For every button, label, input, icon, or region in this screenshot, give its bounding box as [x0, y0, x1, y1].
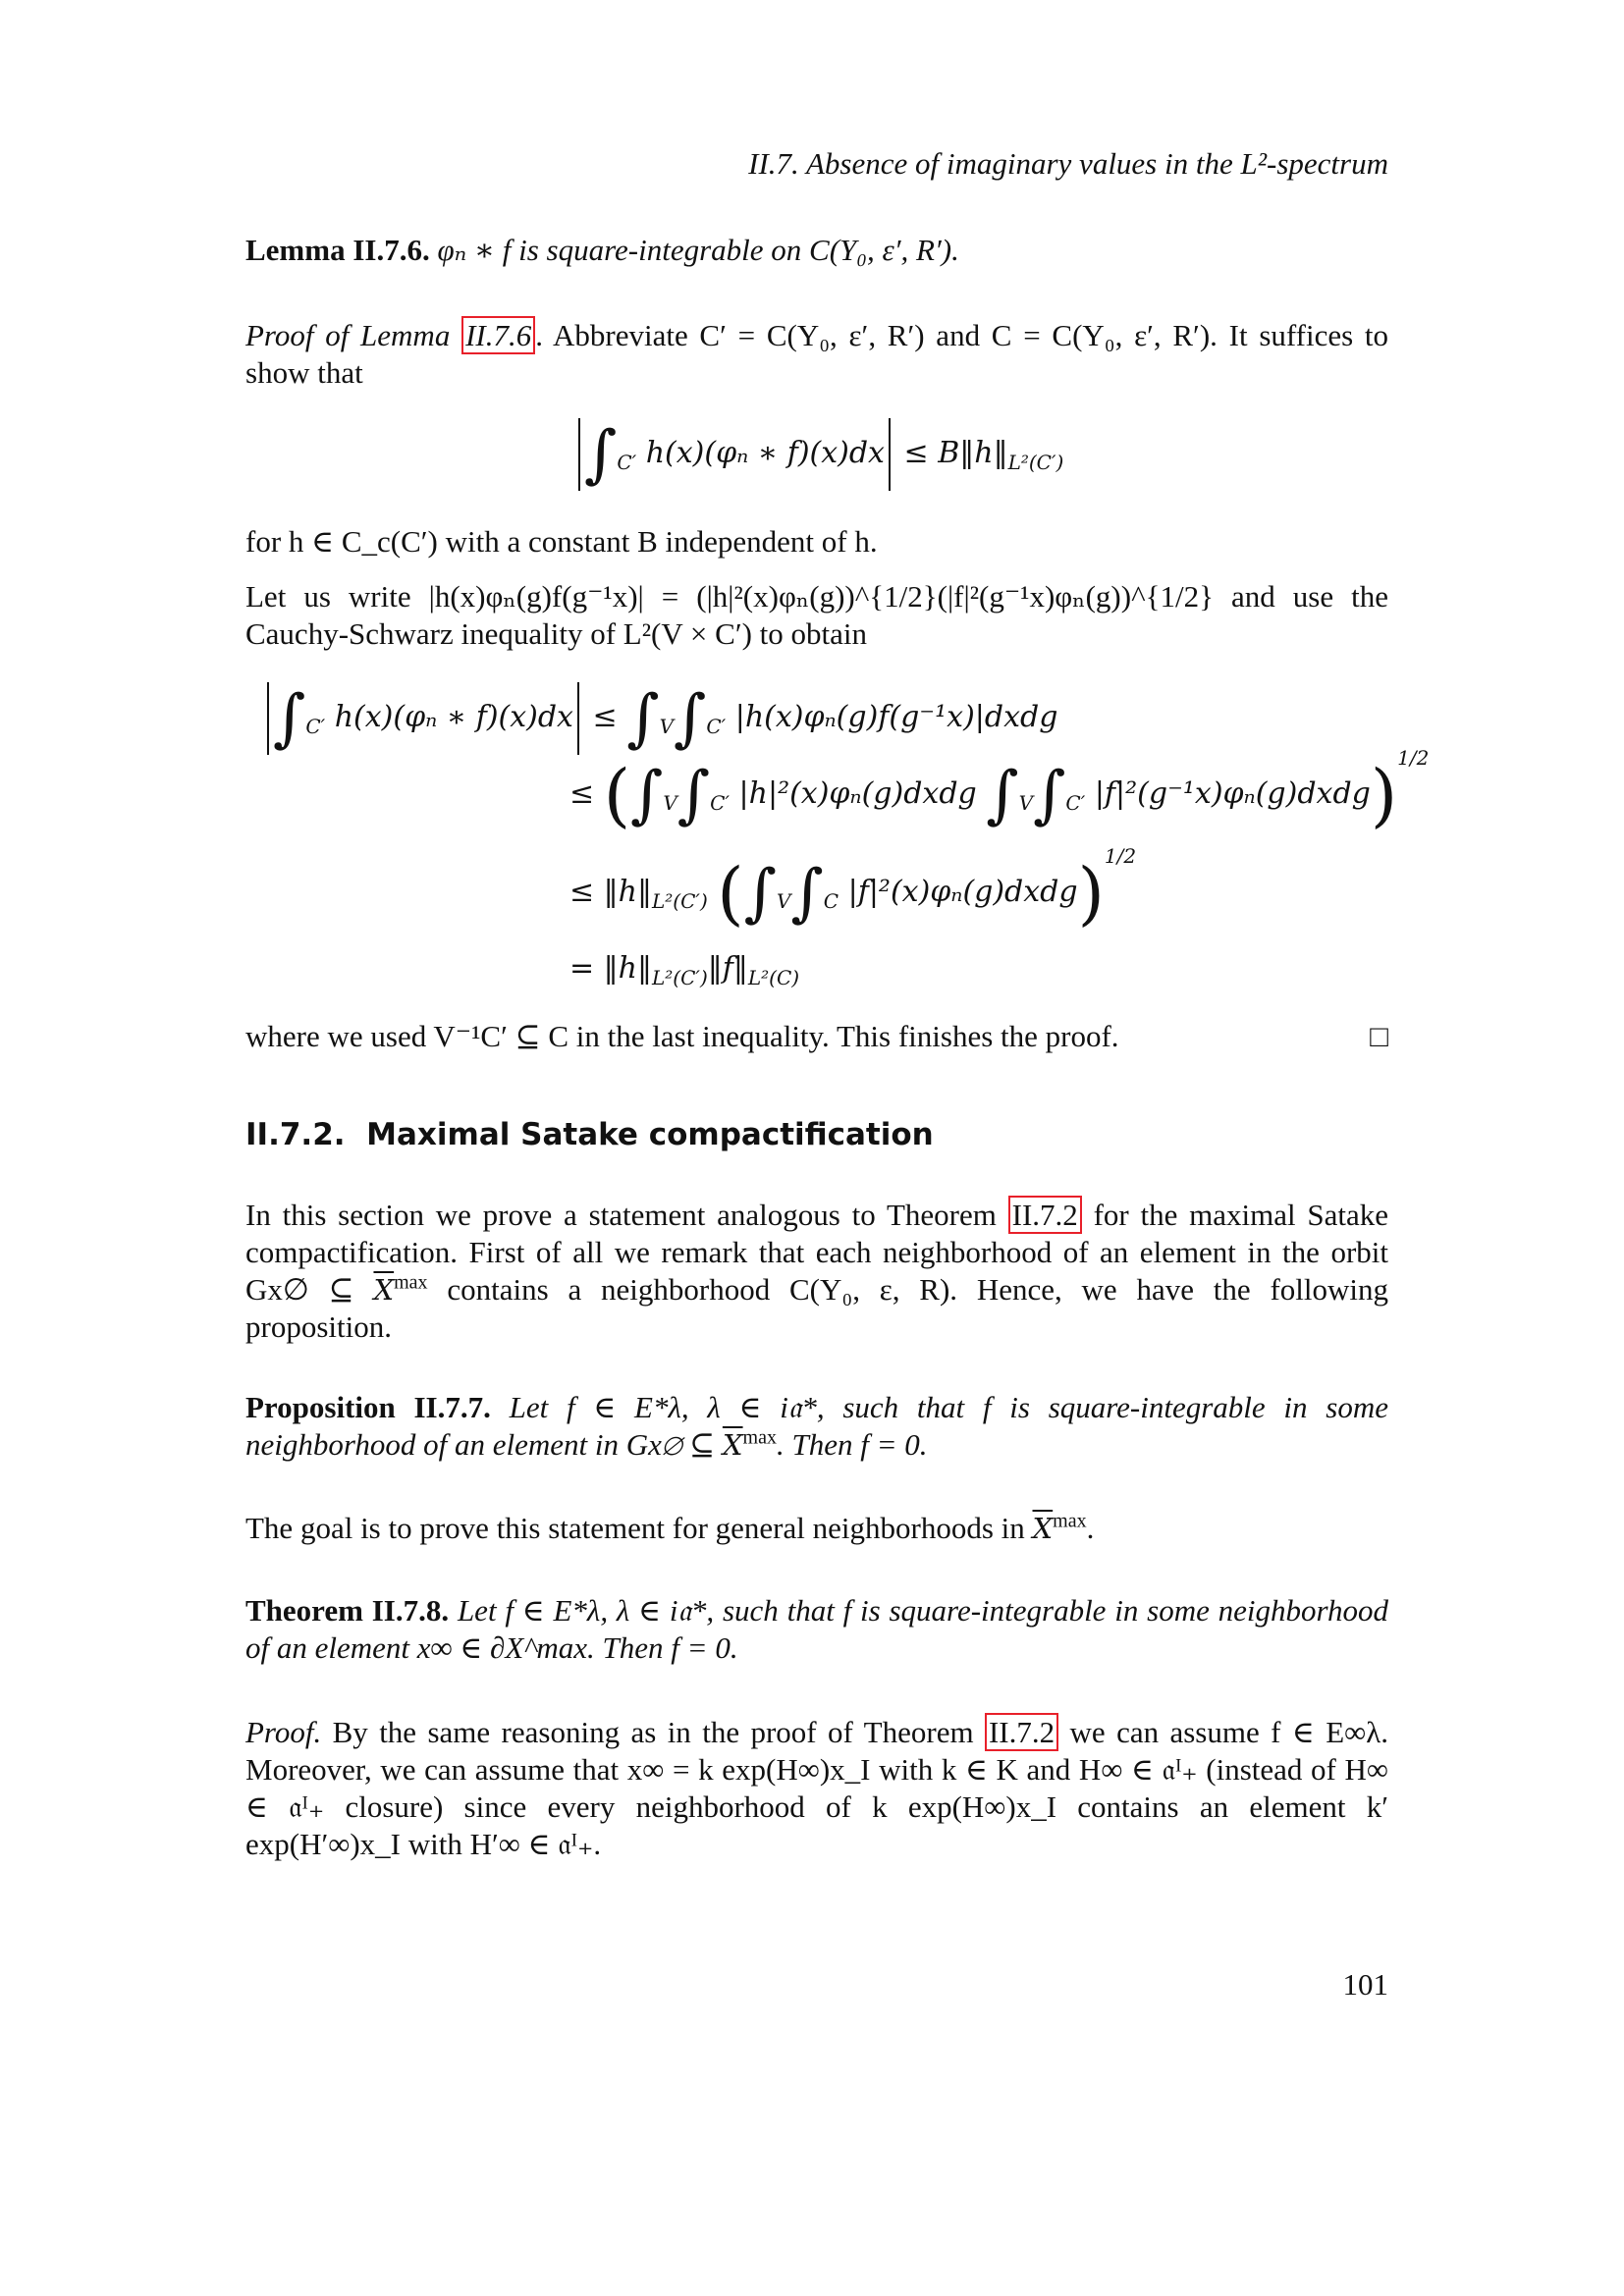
goal-text: The goal is to prove this statement for general neighborhoods in [245, 1511, 1025, 1545]
page-number: 101 [1342, 1967, 1388, 2002]
x-max-symbol: $\overline{X}$ [1032, 1512, 1054, 1545]
section-title: Maximal Satake compactification [366, 1117, 934, 1152]
section-text-a: In this section we prove a statement analogous to Theorem [245, 1198, 997, 1232]
goal-paragraph [245, 1510, 1388, 1547]
integral-limit: V [663, 791, 677, 815]
integral-limit: C′ [617, 451, 637, 474]
proof1-closing [245, 1018, 1388, 1055]
lemma-label: Lemma II.7.6. [245, 233, 430, 267]
equation-1 [574, 418, 1063, 491]
proof1-text-2: for h ∈ C_c(C′) with a constant B independent of h. [245, 524, 878, 559]
theorem-label: Theorem II.7.8. [245, 1593, 450, 1628]
integral-sign: ∫ [630, 759, 664, 831]
eq1-norm-sub: L²(C′) [1007, 451, 1064, 474]
x-max-superscript: max [394, 1271, 428, 1294]
section-text-c: contains a neighborhood C(Y₀, ε, R). Hence, we have the following proposition. [245, 1272, 1389, 1344]
integral-sign: ∫ [626, 682, 660, 755]
align-l3-int: |f|²(x)φₙ(g)dxdg [847, 875, 1078, 909]
norm-sub: L²(C′) [652, 889, 708, 913]
proof1-text-3: Let us write |h(x)φₙ(g)f(g⁻¹x)| = (|h|²(x)φₙ(g))^{1/2}(|f|²(g⁻¹x)φₙ(g))^{1/2} and use the Cauchy-Schwarz inequality of L²(V × C′) to obtain [245, 579, 1388, 651]
align-l2-a: |h|²(x)φₙ(g)dxdg [738, 776, 977, 811]
proposition-statement-b: . Then f = 0. [776, 1427, 928, 1462]
integral-limit: C′ [706, 715, 727, 738]
norm-sub: L²(C) [747, 966, 800, 989]
align-line-4 [569, 950, 799, 988]
exponent: 1/2 [1104, 844, 1137, 868]
lemma-reference-link[interactable]: II.7.6 [461, 316, 535, 354]
theorem-statement: Let f ∈ E*λ, λ ∈ i𝔞*, such that f is square-integrable in some neighborhood of an element x∞ ∈ ∂X^max. Then f = 0. [245, 1593, 1389, 1665]
x-max-symbol: $\overline{X}$ [722, 1428, 743, 1462]
x-max-symbol: $\overline{X}$ [373, 1273, 395, 1307]
theorem-block [245, 1592, 1388, 1667]
integral-sign: ∫ [743, 857, 777, 930]
proposition-statement-a: Let f ∈ E*λ, λ ∈ i𝔞*, such that f is square-integrable in some neighborhood of an element in Gx∅ ⊆ [245, 1390, 1388, 1462]
align-l4-mid: ‖f‖ [707, 951, 748, 986]
leq-sign: ≤ [592, 700, 618, 734]
paren-left: ( [603, 755, 630, 835]
integral-sign: ∫ [790, 857, 824, 930]
integral-sign: ∫ [677, 759, 711, 831]
proof2-text-b: we can assume f ∈ E∞λ. Moreover, we can assume that x∞ = k exp(H∞)x_I with k ∈ K and H∞ ∈ 𝔞ᴵ₊ (instead of H∞ ∈ 𝔞ᴵ₊ closure) since every neighborhood of k exp(H∞)x_I contains an element k′ exp(H′∞)x_I with H′∞ ∈ 𝔞ᴵ₊. [245, 1715, 1389, 1861]
x-max-superscript: max [742, 1426, 777, 1449]
align-l1-rhs: |h(x)φₙ(g)f(g⁻¹x)|dxdg [734, 700, 1058, 734]
proof1-text: . Abbreviate C′ = C(Y₀, ε′, R′) and C = C(Y₀, ε′, R′). It suffices to show that [245, 318, 1389, 390]
theorem-reference-link-2[interactable]: II.7.2 [985, 1713, 1058, 1751]
integral-sign: ∫ [584, 418, 618, 491]
lemma-block [245, 232, 1388, 269]
integral-sign: ∫ [1033, 759, 1066, 831]
lemma-statement: φₙ ∗ f is square-integrable on C(Y₀, ε′, R′). [437, 233, 959, 267]
section-heading [245, 1116, 1388, 1153]
integral-limit: C′ [710, 791, 730, 815]
section-paragraph [245, 1197, 1388, 1346]
running-header [245, 145, 1388, 183]
leq-sign: ≤ [569, 776, 595, 811]
proof1-paragraph [245, 317, 1388, 392]
section-number: II.7.2. [245, 1117, 346, 1152]
align-l1-lhs: h(x)(φₙ ∗ f)(x)dx [334, 700, 573, 734]
eq1-rhs: ≤ B‖h‖ [903, 436, 1008, 470]
proof1-label: Proof of Lemma [245, 318, 451, 352]
proposition-block [245, 1389, 1388, 1464]
eq1-integrand: h(x)(φₙ ∗ f)(x)dx [645, 436, 885, 470]
integral-limit: C′ [305, 715, 326, 738]
theorem-reference-link[interactable]: II.7.2 [1008, 1196, 1082, 1234]
align-l4: = ‖h‖ [569, 951, 652, 986]
align-l3-norm: ≤ ‖h‖ [569, 875, 652, 909]
paren-right: ) [1370, 755, 1398, 835]
proof2-paragraph [245, 1714, 1388, 1863]
proposition-label: Proposition II.7.7. [245, 1390, 491, 1424]
integral-sign: ∫ [674, 682, 707, 755]
abs-bar-left [267, 682, 269, 755]
abs-bar-left [578, 418, 580, 491]
integral-sign: ∫ [273, 682, 306, 755]
proof2-text-a: By the same reasoning as in the proof of Theorem [332, 1715, 974, 1749]
proof2-label: Proof. [245, 1715, 322, 1749]
proof1-text-4: where we used V⁻¹C′ ⊆ C in the last inequality. This finishes the proof. [245, 1019, 1119, 1053]
paren-left: ( [717, 853, 744, 934]
align-line-3 [569, 844, 1137, 934]
align-line-2 [569, 746, 1430, 835]
exponent: 1/2 [1397, 746, 1430, 770]
integral-limit: C [823, 889, 839, 913]
norm-sub: L²(C′) [652, 966, 708, 989]
integral-limit: V [776, 889, 791, 913]
abs-bar-right [577, 682, 579, 755]
goal-period: . [1086, 1511, 1095, 1545]
integral-limit: C′ [1065, 791, 1086, 815]
section-text-b: for the maximal Satake compactification. First of all we remark that each neighborhood of an element in the orbit Gx∅ ⊆ [245, 1198, 1389, 1307]
integral-sign: ∫ [986, 759, 1019, 831]
x-max-superscript: max [1053, 1510, 1087, 1532]
abs-bar-right [889, 418, 891, 491]
align-l2-b: |f|²(g⁻¹x)φₙ(g)dxdg [1094, 776, 1371, 811]
running-title: II.7. Absence of imaginary values in the L²-spectrum [748, 146, 1388, 181]
paren-right: ) [1077, 853, 1105, 934]
integral-limit: V [1018, 791, 1034, 815]
qed-symbol: □ [1370, 1019, 1388, 1053]
align-line-1 [263, 682, 1057, 755]
integral-limit: V [659, 715, 675, 738]
